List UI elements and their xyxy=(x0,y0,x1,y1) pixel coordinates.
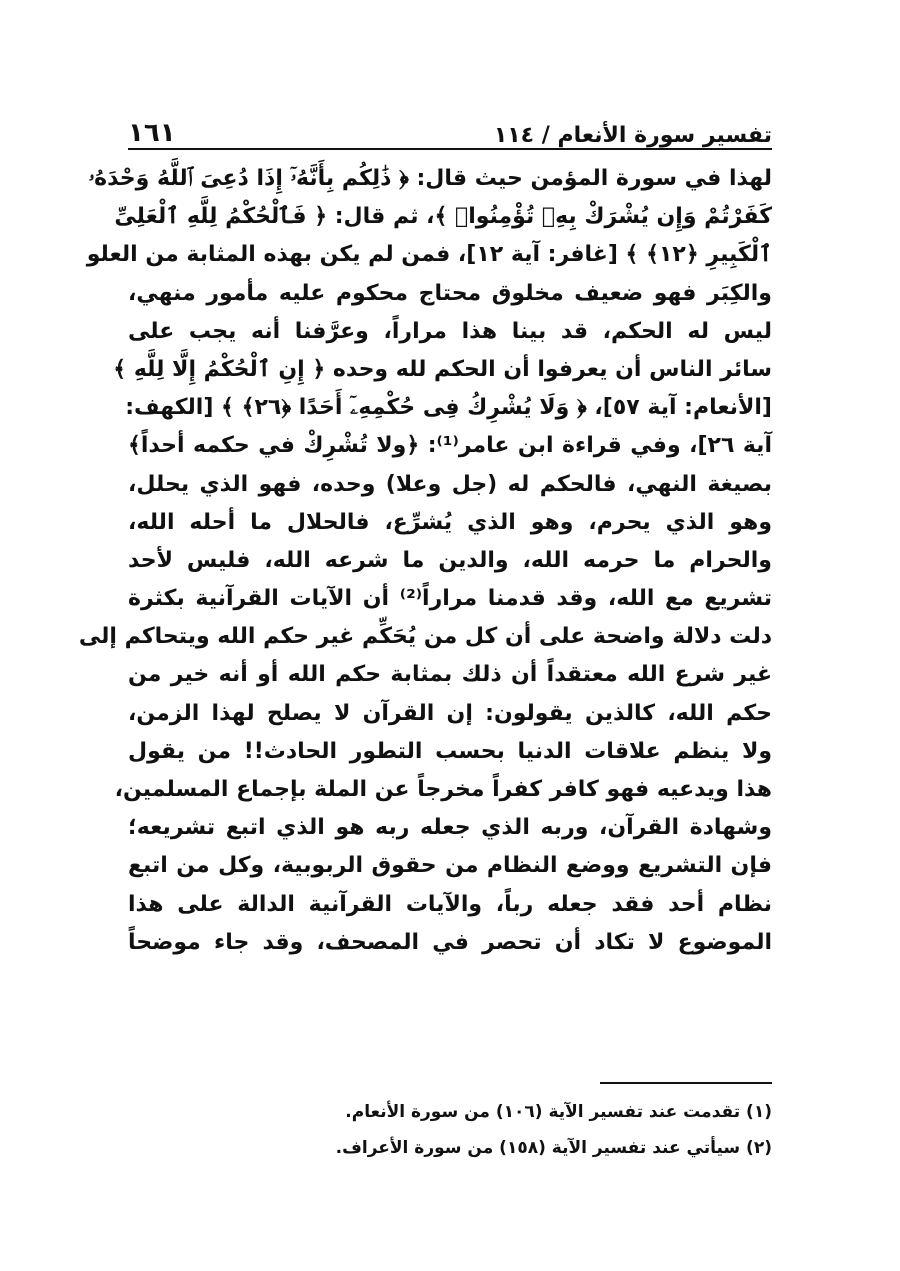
footnote-2: (٢) سيأتي عند تفسير الآية (١٥٨) من سورة الأعراف. xyxy=(335,1138,772,1158)
text-line: بصيغة النهي، فالحكم له (جل وعلا) وحده، فهو الذي يحلل، xyxy=(128,471,772,497)
main-text xyxy=(78,160,772,962)
text-line: كَفَرْتُمْ وَإِن يُشْرَكْ بِهِۦ تُؤْمِنُوا۟ ﴾، ثم قال: ﴿ فَٱلْحُكْمُ لِلَّهِ ٱلْعَلِىِّ xyxy=(114,204,772,230)
text-line: فإن التشريع ووضع النظام من حقوق الربوبية، وكل من اتبع xyxy=(128,853,772,879)
text-line: آية ٢٦]، وفي قراءة ابن عامر⁽¹⁾: ﴿ولا تُشْرِكْ في حكمه أحداً﴾ xyxy=(128,433,772,459)
page-header xyxy=(128,104,772,148)
text-line: ليس له الحكم، قد بينا هذا مراراً، وعرَّفنا أنه يجب على xyxy=(128,318,772,344)
page-number: ١٦١ xyxy=(128,118,176,148)
running-title: تفسير سورة الأنعام / ١١٤ xyxy=(493,123,772,148)
footnotes xyxy=(128,1094,772,1166)
text-line: هذا ويدعيه فهو كافر كفراً مخرجاً عن الملة بإجماع المسلمين، xyxy=(114,777,772,802)
text-line: سائر الناس أن يعرفوا أن الحكم لله وحده ﴿ إِنِ ٱلْحُكْمُ إِلَّا لِلَّهِ ﴾ xyxy=(113,356,772,382)
text-line: حكم الله، كالذين يقولون: إن القرآن لا يصلح لهذا الزمن، xyxy=(128,700,772,726)
text-line: ولا ينظم علاقات الدنيا بحسب التطور الحادث!! من يقول xyxy=(128,738,772,764)
text-line: تشريع مع الله، وقد قدمنا مراراً⁽²⁾ أن الآيات القرآنية بكثرة xyxy=(128,586,772,612)
text-line: لهذا في سورة المؤمن حيث قال: ﴿ ذَٰلِكُم بِأَنَّهُۥٓ إِذَا دُعِىَ ٱللَّهُ وَحْدَهُۥ xyxy=(88,166,772,191)
text-line: وشهادة القرآن، وربه الذي جعله ربه هو الذي اتبع تشريعه؛ xyxy=(128,815,772,841)
text-line: والكِبَر فهو ضعيف مخلوق محتاج محكوم عليه مأمور منهي، xyxy=(128,280,772,306)
text-line: وهو الذي يحرم، وهو الذي يُشرِّع، فالحلال ما أحله الله، xyxy=(128,509,772,535)
text-line: الموضوع لا تكاد أن تحصر في المصحف، وقد جاء موضحاً xyxy=(128,929,772,955)
footnote-1: (١) تقدمت عند تفسير الآية (١٠٦) من سورة الأنعام. xyxy=(345,1102,772,1122)
header-divider xyxy=(128,148,772,150)
text-line: دلت دلالة واضحة على أن كل من يُحَكِّم غير حكم الله ويتحاكم إلى xyxy=(78,624,772,650)
footnote-divider xyxy=(600,1082,772,1084)
text-line: والحرام ما حرمه الله، والدين ما شرعه الله، فليس لأحد xyxy=(128,547,772,573)
text-line: نظام أحد فقد جعله رباً، والآيات القرآنية الدالة على هذا xyxy=(128,891,772,917)
text-line: غير شرع الله معتقداً أن ذلك بمثابة حكم الله أو أنه خير من xyxy=(128,662,772,688)
text-line: [الأنعام: آية ٥٧]، ﴿ وَلَا يُشْرِكُ فِى حُكْمِهِۦٓ أَحَدًا ﴿٢٦﴾ ﴾ [الكهف: xyxy=(125,395,772,421)
text-line: ٱلْكَبِيرِ ﴿١٢﴾ ﴾ [غافر: آية ١٢]، فمن لم يكن بهذه المثابة من العلو xyxy=(86,242,772,268)
